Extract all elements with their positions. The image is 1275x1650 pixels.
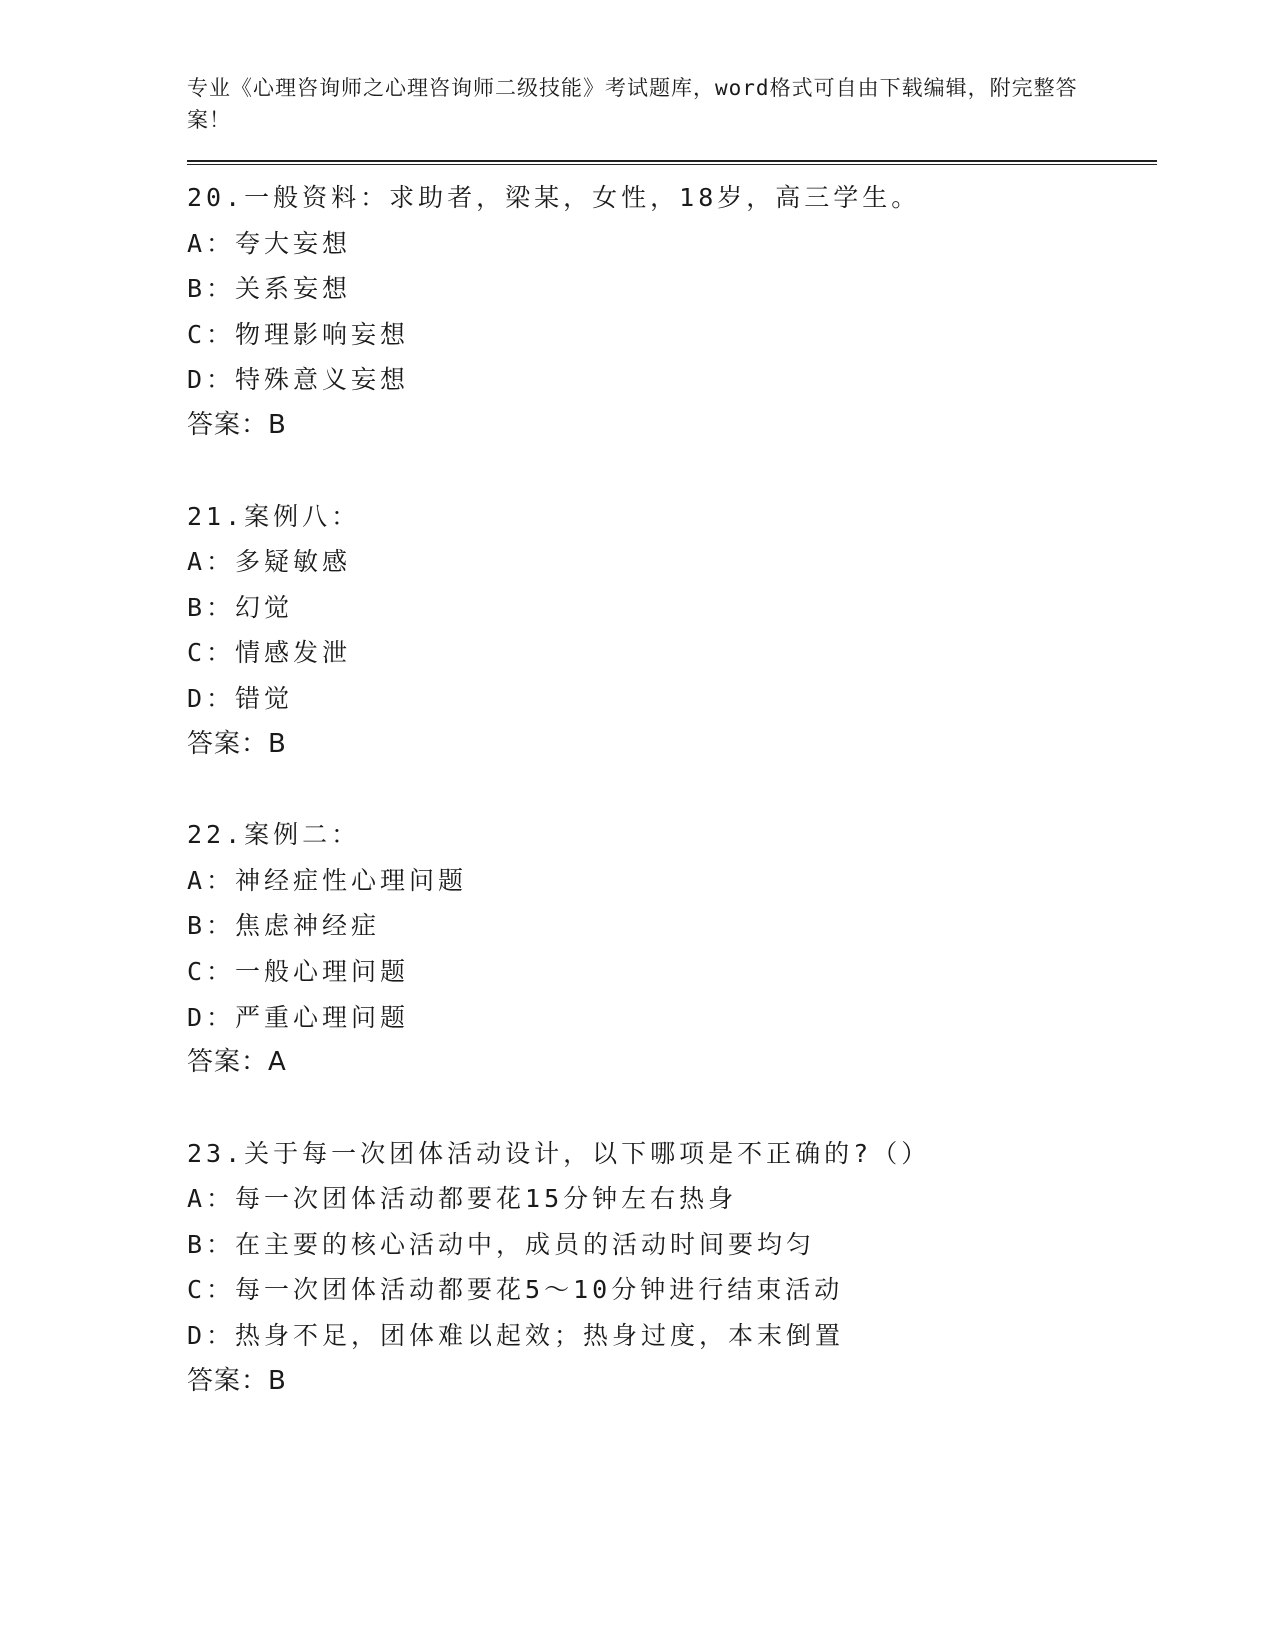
answer: 答案：B — [187, 728, 287, 759]
option-a: A：夸大妄想 — [187, 228, 352, 258]
option-b: B：关系妄想 — [187, 274, 352, 304]
question-stem: 20.一般资料：求助者，梁某，女性，18岁，高三学生。 — [187, 183, 921, 212]
header-divider — [187, 160, 1157, 165]
option-d: D：错觉 — [187, 683, 294, 713]
document-page — [187, 72, 1157, 1449]
document-header: 专业《心理咨询师之心理咨询师二级技能》考试题库，word格式可自由下载编辑，附完整答案！ — [187, 76, 1078, 132]
option-c: C：物理影响妄想 — [187, 319, 410, 349]
option-d: D：特殊意义妄想 — [187, 365, 410, 395]
option-d: D：严重心理问题 — [187, 1002, 410, 1032]
option-b: B：幻觉 — [187, 592, 294, 622]
option-c: C：每一次团体活动都要花5～10分钟进行结束活动 — [187, 1275, 844, 1305]
answer: 答案：B — [187, 409, 287, 440]
question-22 — [187, 812, 1157, 1086]
option-c: C：情感发泄 — [187, 638, 352, 668]
option-a: A：神经症性心理问题 — [187, 865, 468, 895]
option-c: C：一般心理问题 — [187, 956, 410, 986]
answer: 答案：A — [187, 1047, 287, 1078]
question-stem: 23.关于每一次团体活动设计，以下哪项是不正确的?（） — [187, 1138, 931, 1168]
question-list — [187, 175, 1157, 1404]
option-d: D：热身不足，团体难以起效；热身过度，本末倒置 — [187, 1321, 845, 1351]
option-b: B：在主要的核心活动中，成员的活动时间要均匀 — [187, 1229, 816, 1259]
answer: 答案：B — [187, 1365, 287, 1396]
question-21 — [187, 494, 1157, 768]
option-a: A：每一次团体活动都要花15分钟左右热身 — [187, 1184, 738, 1214]
question-stem: 22.案例二： — [187, 820, 361, 850]
question-20 — [187, 175, 1157, 449]
question-stem: 21.案例八： — [187, 501, 361, 531]
question-23 — [187, 1131, 1157, 1405]
option-b: B：焦虑神经症 — [187, 911, 381, 941]
option-a: A：多疑敏感 — [187, 547, 352, 577]
